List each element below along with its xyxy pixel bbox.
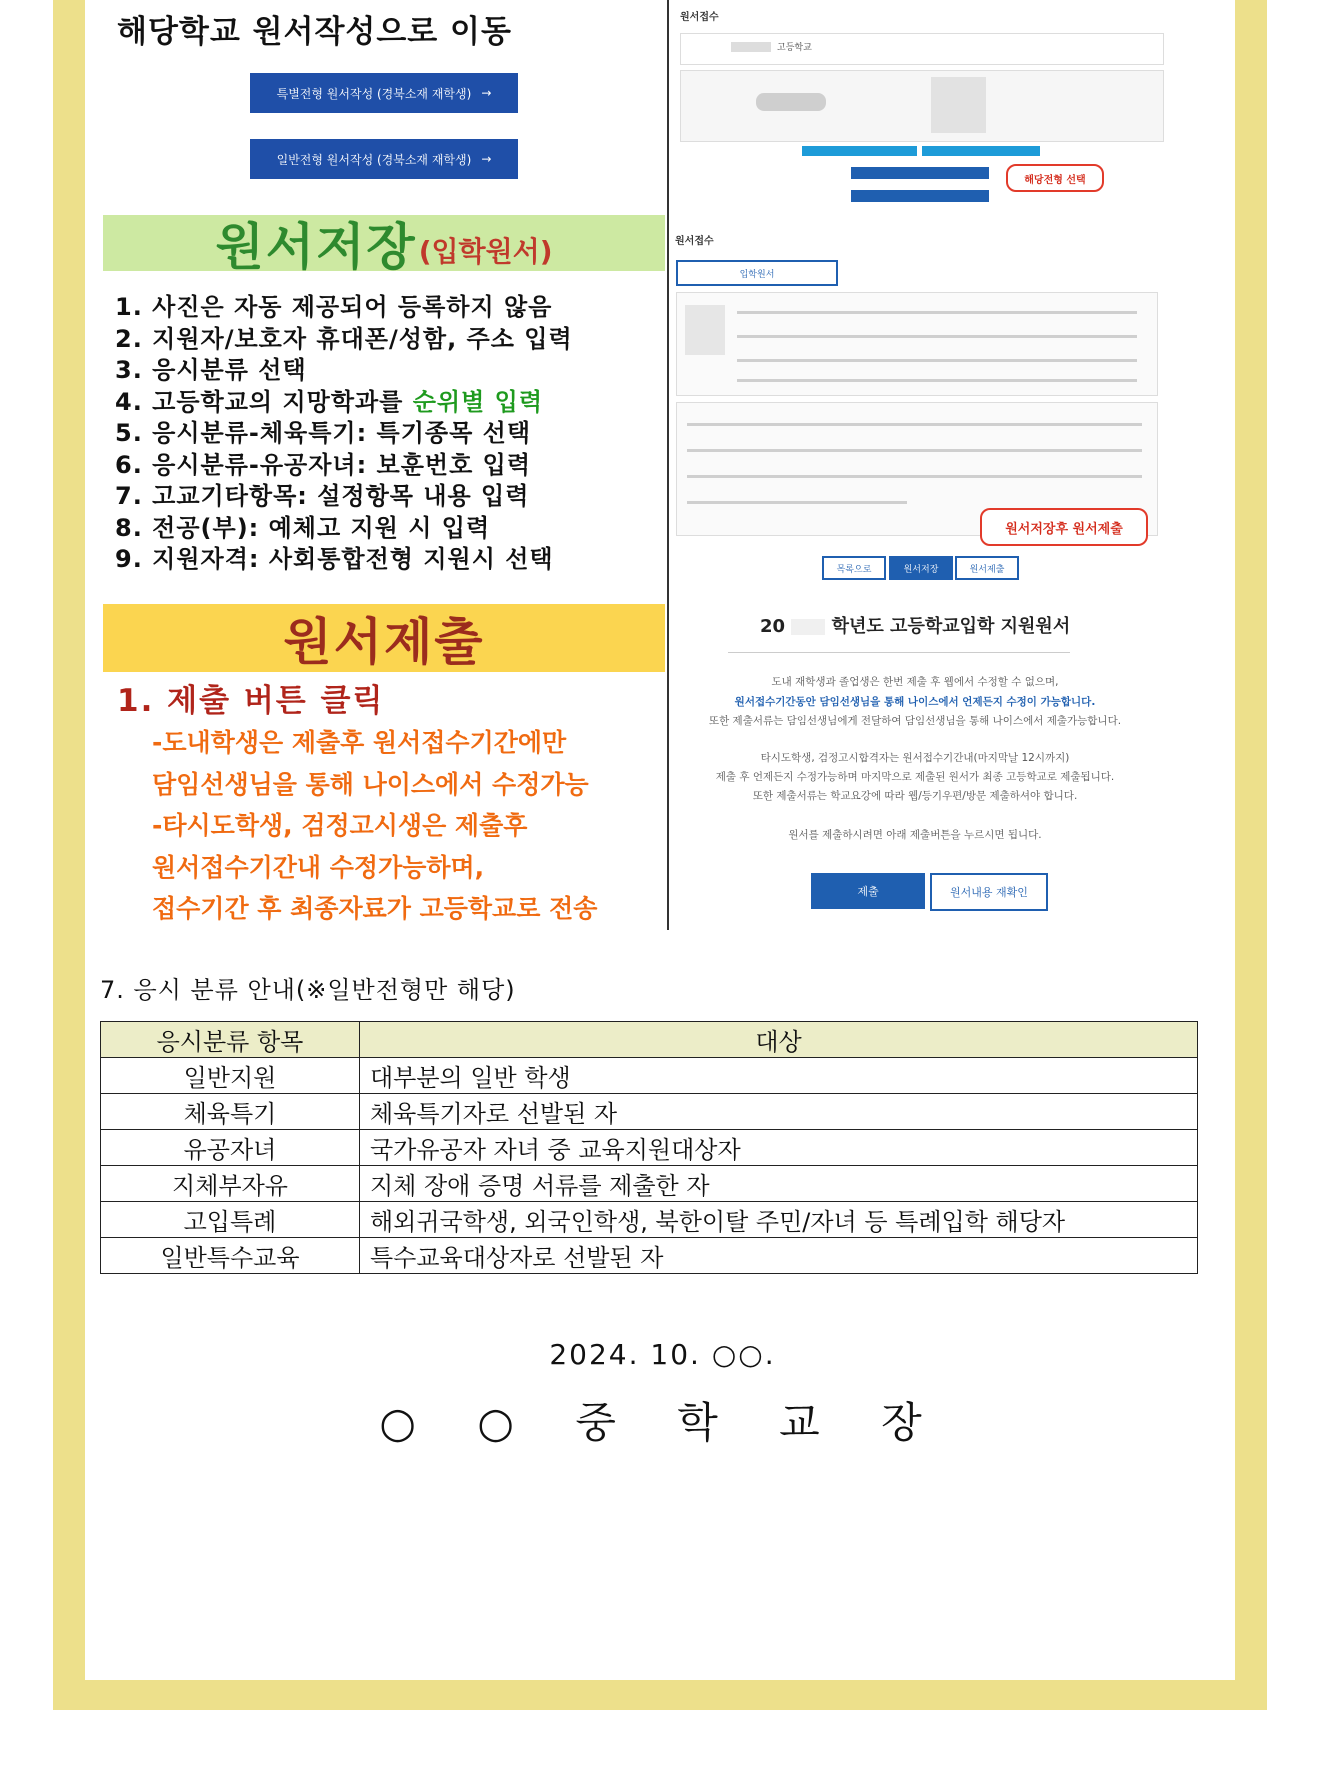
note-line: 접수기간 후 최종자료가 고등학교로 전송 <box>152 894 598 923</box>
target-cell: 특수교육대상자로 선발된 자 <box>360 1238 1198 1274</box>
shot1-info-box <box>680 70 1164 142</box>
principal-signature: ○ ○ 중 학 교 장 <box>379 1398 946 1447</box>
header-target: 대상 <box>360 1022 1198 1058</box>
shot1-link-button <box>922 146 1040 156</box>
callout-select: 해당전형 선택 <box>1006 164 1104 192</box>
list-item: 5. 응시분류-체육특기: 특기종목 선택 <box>115 419 532 447</box>
form-row <box>687 475 1142 478</box>
list-item: 6. 응시분류-유공자녀: 보훈번호 입력 <box>115 450 532 479</box>
special-application-label: 특별전형 원서작성 (경북소재 재학생) <box>276 86 472 101</box>
form-note: 원서를 제출하시려면 아래 제출버튼을 누르시면 됩니다. <box>788 829 1042 841</box>
table-row <box>101 1238 1198 1274</box>
form-row <box>687 423 1142 426</box>
submit-section-title: 원서제출 <box>283 613 485 671</box>
form-note: 도내 재학생과 졸업생은 한번 제출 후 웹에서 수정할 수 없으며, <box>771 676 1059 688</box>
shot2-tab: 입학원서 <box>676 260 838 286</box>
target-cell: 체육특기자로 선발된 자 <box>360 1094 1198 1130</box>
shot1-school-box <box>680 33 1164 65</box>
shot1-title: 원서접수 <box>680 12 719 23</box>
table-header-row <box>101 1022 1198 1058</box>
list-item: 8. 전공(부): 예체고 지원 시 입력 <box>115 513 491 542</box>
list-button: 목록으로 <box>822 556 886 580</box>
form-note: 원서접수기간동안 담임선생님을 통해 나이스에서 언제든지 수정이 가능합니다. <box>734 696 1096 708</box>
submit-notes <box>152 722 597 930</box>
submit-section-header <box>103 604 665 672</box>
column-divider <box>667 0 669 930</box>
form-note: 타시도학생, 검정고시합격자는 원서접수기간내(마지막날 12시까지) <box>760 752 1070 764</box>
note-line: 담임선생님을 통해 나이스에서 수정가능 <box>152 769 589 799</box>
form-row <box>737 359 1137 362</box>
classification-title: 7. 응시 분류 안내(※일반전형만 해당) <box>100 976 516 1004</box>
form-row <box>737 379 1137 382</box>
list-item: 1. 사진은 자동 제공되어 등록하지 않음 <box>115 293 553 321</box>
form-row <box>687 449 1142 452</box>
list-item-text: 4. 고등학교의 지망학과를 <box>115 387 413 416</box>
category-cell: 체육특기 <box>101 1094 360 1130</box>
shot1-general-button <box>851 190 989 202</box>
form-row <box>687 501 907 504</box>
blurred-text <box>731 42 771 52</box>
list-item: 3. 응시분류 선택 <box>115 356 307 384</box>
list-item <box>115 387 573 419</box>
general-application-button[interactable] <box>250 139 518 179</box>
note-line: 원서접수기간내 수정가능하며, <box>152 852 485 882</box>
form-title <box>760 612 1070 638</box>
target-cell: 해외귀국학생, 외국인학생, 북한이탈 주민/자녀 등 특례입학 해당자 <box>360 1202 1198 1238</box>
classification-table <box>100 1021 1198 1274</box>
blurred-year <box>791 619 825 635</box>
shot2-title: 원서접수 <box>675 236 714 247</box>
form-submit-button: 제출 <box>811 873 925 909</box>
save-steps-list <box>115 292 573 576</box>
target-cell: 국가유공자 자녀 중 교육지원대상자 <box>360 1130 1198 1166</box>
save-section-subtitle: (입학원서) <box>418 235 553 268</box>
category-cell: 일반지원 <box>101 1058 360 1094</box>
form-title-prefix: 20 <box>760 616 786 637</box>
shot1-special-button <box>851 167 989 179</box>
header-category: 응시분류 항목 <box>101 1022 360 1058</box>
category-cell: 지체부자유 <box>101 1166 360 1202</box>
list-item: 2. 지원자/보호자 휴대폰/성함, 주소 입력 <box>115 324 573 353</box>
move-title: 해당학교 원서작성으로 이동 <box>117 14 512 50</box>
blurred-text <box>756 93 826 111</box>
form-row <box>737 311 1137 314</box>
submit-step: 1. 제출 버튼 클릭 <box>117 683 385 719</box>
category-cell: 유공자녀 <box>101 1130 360 1166</box>
divider <box>728 652 1070 653</box>
blurred-list <box>931 77 986 133</box>
list-item: 7. 고교기타항목: 설정항목 내용 입력 <box>115 482 530 510</box>
shot1-link-button <box>802 146 917 156</box>
note-line: -타시도학생, 검정고시생은 제출후 <box>152 811 528 840</box>
list-item: 9. 지원자격: 사회통합전형 지원시 선택 <box>115 545 554 573</box>
form-note: 또한 제출서류는 학교요강에 따라 웹/등기우편/방문 제출하셔야 합니다. <box>752 790 1078 802</box>
table-row <box>101 1130 1198 1166</box>
save-section-title: 원서저장 <box>215 218 417 276</box>
table-row <box>101 1058 1198 1094</box>
arrow-right-icon: → <box>481 86 492 100</box>
general-application-label: 일반전형 원서작성 (경북소재 재학생) <box>276 152 472 167</box>
arrow-right-icon: → <box>481 152 492 166</box>
document-date: 2024. 10. ○○. <box>549 1338 776 1371</box>
submit-button-small: 원서제출 <box>955 556 1019 580</box>
form-note: 제출 후 언제든지 수정가능하며 마지막으로 제출된 원서가 최종 고등학교로 제출됩니다. <box>715 771 1115 783</box>
form-row <box>737 335 1137 338</box>
target-cell: 지체 장애 증명 서류를 제출한 자 <box>360 1166 1198 1202</box>
table-row <box>101 1166 1198 1202</box>
callout-save-submit: 원서저장후 원서제출 <box>980 508 1148 546</box>
table-row <box>101 1094 1198 1130</box>
form-note: 또한 제출서류는 담임선생님에게 전달하여 담임선생님을 통해 나이스에서 제출가능합니다. <box>708 715 1122 727</box>
form-recheck-button: 원서내용 재확인 <box>930 873 1048 911</box>
form-title-suffix: 학년도 고등학교입학 지원원서 <box>831 616 1071 637</box>
note-line: -도내학생은 제출후 원서접수기간에만 <box>152 728 567 757</box>
save-section-header <box>103 215 665 276</box>
shot2-applicant-box <box>676 292 1158 396</box>
avatar-icon <box>685 305 725 355</box>
shot1-school: 고등학교 <box>777 43 812 53</box>
special-application-button[interactable] <box>250 73 518 113</box>
table-row <box>101 1202 1198 1238</box>
target-cell: 대부분의 일반 학생 <box>360 1058 1198 1094</box>
category-cell: 일반특수교육 <box>101 1238 360 1274</box>
highlight-text: 순위별 입력 <box>412 387 544 416</box>
category-cell: 고입특례 <box>101 1202 360 1238</box>
save-button: 원서저장 <box>889 556 953 580</box>
